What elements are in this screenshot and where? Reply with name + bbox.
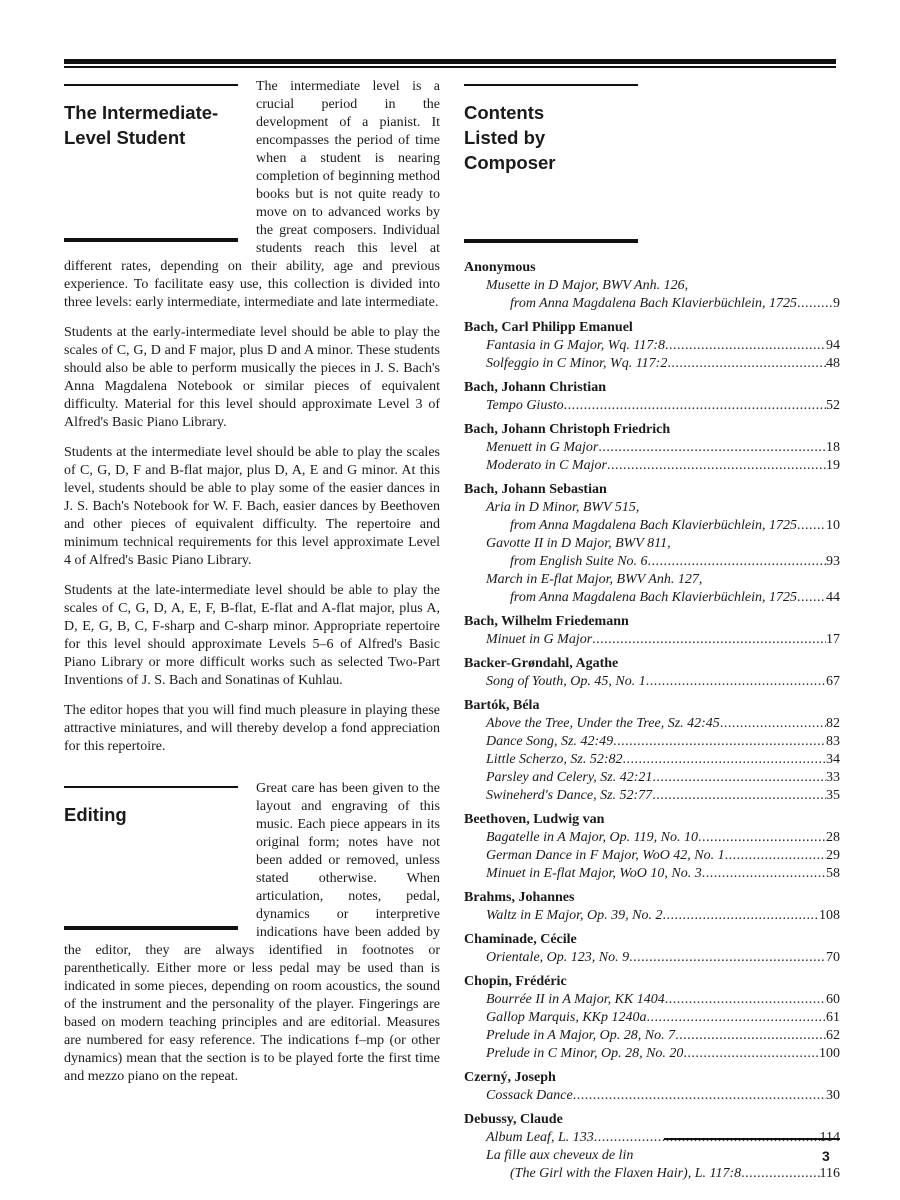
toc-entry <box>464 337 840 355</box>
composer-name: Anonymous <box>464 260 536 275</box>
toc-entry-title: Bourrée II in A Major, KK 1404 <box>486 992 665 1007</box>
composer-name: Chaminade, Cécile <box>464 932 577 947</box>
toc-entry-title: Little Scherzo, Sz. 52:82 <box>486 752 623 767</box>
composer-name: Backer-Grøndahl, Agathe <box>464 656 619 671</box>
toc-entry-title: from Anna Magdalena Bach Klavierbüchlein, 1725 <box>510 296 797 311</box>
toc-entry <box>464 499 840 517</box>
toc-entry-title: Parsley and Celery, Sz. 42:21 <box>486 770 653 785</box>
composer-name: Bach, Johann Christoph Friedrich <box>464 422 671 437</box>
toc-dot-leader <box>623 751 827 769</box>
composer-name: Bach, Wilhelm Friedemann <box>464 614 629 629</box>
toc-entry-title: Moderato in C Major <box>486 458 607 473</box>
toc-entry-title: Prelude in A Major, Op. 28, No. 7 <box>486 1028 676 1043</box>
toc-dot-leader <box>667 355 826 373</box>
toc-entry-title: Dance Song, Sz. 42:49 <box>486 734 614 749</box>
composer-name: Bach, Carl Philipp Emanuel <box>464 320 633 335</box>
toc-entry <box>464 535 840 553</box>
toc-entry <box>464 1027 840 1045</box>
toc-dot-leader <box>662 907 819 925</box>
composer-group <box>464 319 840 373</box>
toc-entry-title: Solfeggio in C Minor, Wq. 117:2 <box>486 356 668 371</box>
toc-entry-title: from Anna Magdalena Bach Klavierbüchlein, 1725 <box>510 518 797 533</box>
composer-group <box>464 655 840 691</box>
composer-group <box>464 811 840 883</box>
toc-entry <box>464 751 840 769</box>
composer-group <box>464 613 840 649</box>
toc-entry-title: Aria in D Minor, BWV 515, <box>486 500 640 515</box>
toc-entry <box>464 571 840 589</box>
toc-entry-title: Minuet in E-flat Major, WoO 10, No. 3 <box>486 866 702 881</box>
toc-dot-leader <box>741 1165 819 1183</box>
toc-page-number: 116 <box>819 1166 840 1181</box>
intermediate-paragraph-4: Students at the late-intermediate level should be able to play the scales of C, G, D, A, E, F, B-flat, E-flat and A-flat major, plus A, D, E, G, B, C, F-sharp and C-sharp minor. Appropriate repertoire for this level should approximate Levels 5–6 of Alfred's Basic Piano Library or more difficult works such as selected Two-Part Inventions of J. S. Bach and Sonatinas of Kuhlau. <box>64 583 440 688</box>
toc-dot-leader <box>675 1027 826 1045</box>
toc-page-number: 19 <box>826 458 840 473</box>
toc-page-number: 62 <box>826 1028 840 1043</box>
toc-dot-leader <box>607 457 826 475</box>
toc-entry-title: Bagatelle in A Major, Op. 119, No. 10 <box>486 830 698 845</box>
toc-entry <box>464 553 840 571</box>
composer-group <box>464 259 840 313</box>
intermediate-section-title: The Intermediate- Level Student <box>64 102 219 148</box>
composer-name: Beethoven, Ludwig van <box>464 812 605 827</box>
top-rule-thin <box>64 66 836 68</box>
toc-entry <box>464 733 840 751</box>
composer-group <box>464 889 840 925</box>
composer-name: Chopin, Frédéric <box>464 974 567 989</box>
toc-page-number: 93 <box>826 554 840 569</box>
composer-name: Brahms, Johannes <box>464 890 575 905</box>
toc-entry <box>464 1165 840 1183</box>
editing-section-title: Editing <box>64 804 127 825</box>
toc-page-number: 34 <box>826 752 840 767</box>
toc-entry <box>464 295 840 313</box>
contents-rule-bottom <box>464 239 638 243</box>
toc-dot-leader <box>629 949 826 967</box>
toc-dot-leader <box>646 673 826 691</box>
toc-entry <box>464 829 840 847</box>
toc-page-number: 100 <box>819 1046 840 1061</box>
toc-dot-leader <box>698 829 826 847</box>
toc-entry <box>464 517 840 535</box>
toc-entry <box>464 1087 840 1105</box>
toc-entry-title: Song of Youth, Op. 45, No. 1 <box>486 674 646 689</box>
editing-heading-block <box>64 780 246 930</box>
composer-group <box>464 697 840 805</box>
toc-entry-title: La fille aux cheveux de lin <box>486 1148 634 1163</box>
toc-entry <box>464 865 840 883</box>
toc-entry-title: Prelude in C Minor, Op. 28, No. 20 <box>486 1046 684 1061</box>
toc-entry-title: (The Girl with the Flaxen Hair), L. 117:8 <box>510 1166 742 1181</box>
toc-entry <box>464 1009 840 1027</box>
heading-rule-bottom <box>64 238 238 242</box>
toc-dot-leader <box>652 787 826 805</box>
contents-rule-top <box>464 84 638 86</box>
toc-page-number: 33 <box>826 770 840 785</box>
toc-page-number: 52 <box>826 398 840 413</box>
composer-name: Bach, Johann Christian <box>464 380 606 395</box>
toc-page-number: 67 <box>826 674 840 689</box>
toc-entry-title: German Dance in F Major, WoO 42, No. 1 <box>486 848 725 863</box>
toc-entry <box>464 355 840 373</box>
toc-dot-leader <box>592 631 826 649</box>
composer-name: Czerný, Joseph <box>464 1070 556 1085</box>
intermediate-paragraph-1: The intermediate level is a crucial period in the development of a pianist. It encompasses the period of time when a student is nearing completion of beginning method books but is not quite ready to move on to advanced works by the great composers. Individual students reach this level at different rates, depending on their ability, age and previous experience. To facilitate easy use, this collection is divided into three levels: early intermediate, intermediate and late intermediate. <box>64 79 440 310</box>
footer-rule <box>664 1138 840 1140</box>
toc-page-number: 18 <box>826 440 840 455</box>
toc-entry <box>464 949 840 967</box>
composer-group <box>464 931 840 967</box>
toc-entry-title: Above the Tree, Under the Tree, Sz. 42:45 <box>486 716 720 731</box>
toc-entry <box>464 769 840 787</box>
table-of-contents <box>464 259 840 1183</box>
toc-page-number: 29 <box>826 848 840 863</box>
toc-entry-title: Waltz in E Major, Op. 39, No. 2 <box>486 908 663 923</box>
toc-entry-title: Musette in D Major, BWV Anh. 126, <box>486 278 689 293</box>
heading-rule-top <box>64 786 238 788</box>
toc-entry-title: Menuett in G Major <box>486 440 599 455</box>
toc-entry <box>464 1045 840 1063</box>
toc-dot-leader <box>720 715 826 733</box>
toc-entry-title: from Anna Magdalena Bach Klavierbüchlein, 1725 <box>510 590 797 605</box>
toc-entry-title: Cossack Dance <box>486 1088 573 1103</box>
toc-entry <box>464 439 840 457</box>
toc-entry-title: Album Leaf, L. 133 <box>486 1130 594 1145</box>
toc-page-number: 58 <box>826 866 840 881</box>
toc-dot-leader <box>665 991 826 1009</box>
composer-group <box>464 1111 840 1183</box>
toc-page-number: 83 <box>826 734 840 749</box>
composer-group <box>464 379 840 415</box>
toc-entry-title: Gallop Marquis, KKp 1240a <box>486 1010 647 1025</box>
contents-title: Contents Listed by Composer <box>464 102 556 173</box>
toc-dot-leader <box>647 1009 827 1027</box>
toc-dot-leader <box>725 847 826 865</box>
toc-dot-leader <box>564 397 826 415</box>
toc-page-number: 94 <box>826 338 840 353</box>
toc-entry <box>464 673 840 691</box>
page-number: 3 <box>822 1148 830 1164</box>
toc-page-number: 10 <box>826 518 840 533</box>
toc-entry <box>464 907 840 925</box>
toc-dot-leader <box>797 589 826 607</box>
composer-name: Debussy, Claude <box>464 1112 563 1127</box>
toc-page-number: 82 <box>826 716 840 731</box>
toc-entry-title: Fantasia in G Major, Wq. 117:8 <box>486 338 666 353</box>
toc-entry <box>464 991 840 1009</box>
toc-entry <box>464 1147 840 1165</box>
toc-entry <box>464 847 840 865</box>
toc-entry <box>464 457 840 475</box>
toc-dot-leader <box>797 295 833 313</box>
toc-entry <box>464 589 840 607</box>
toc-entry-title: Swineherd's Dance, Sz. 52:77 <box>486 788 653 803</box>
toc-entry <box>464 715 840 733</box>
heading-rule-top <box>64 84 238 86</box>
toc-dot-leader <box>683 1045 819 1063</box>
toc-page-number: 70 <box>826 950 840 965</box>
toc-page-number: 9 <box>833 296 840 311</box>
toc-page-number: 108 <box>819 908 840 923</box>
toc-page-number: 30 <box>826 1088 840 1103</box>
toc-entry <box>464 397 840 415</box>
toc-dot-leader <box>573 1087 826 1105</box>
intermediate-paragraph-2: Students at the early-intermediate level should be able to play the scales of C, G, D and F major, plus D and A minor. These students should also be able to perform musically the pieces in J. S. Bach's Anna Magdalena Notebook or similar pieces of equivalent difficulty. Material for this level should approximate Level 3 of Alfred's Basic Piano Library. <box>64 325 440 430</box>
composer-group <box>464 1069 840 1105</box>
toc-page-number: 61 <box>826 1010 840 1025</box>
toc-dot-leader <box>665 337 826 355</box>
heading-rule-bottom <box>64 926 238 930</box>
left-column <box>64 78 440 1086</box>
toc-dot-leader <box>648 553 826 571</box>
composer-name: Bartók, Béla <box>464 698 540 713</box>
toc-entry-title: Orientale, Op. 123, No. 9 <box>486 950 630 965</box>
toc-dot-leader <box>598 439 826 457</box>
toc-entry-title: Tempo Giusto <box>486 398 564 413</box>
composer-name: Bach, Johann Sebastian <box>464 482 607 497</box>
toc-entry-title: Minuet in G Major <box>486 632 593 647</box>
toc-dot-leader <box>702 865 826 883</box>
toc-dot-leader <box>797 517 826 535</box>
top-rule-thick <box>64 59 836 64</box>
intermediate-paragraph-3: Students at the intermediate level should be able to play the scales of C, G, D, F and B-flat major, plus D, A, E and G minor. At this level, students should be able to play some of the easier dances in J. S. Bach's Notebook for W. F. Bach, easier dances by Beethoven and other pieces of equivalent difficulty. The repertoire and minimum technical requirements for this level approximate Level 4 of Alfred's Basic Piano Library. <box>64 445 440 568</box>
right-column <box>464 78 840 1183</box>
editing-paragraph: Great care has been given to the layout and engraving of this music. Each piece appears in its original form; notes have not been added or removed, unless stated otherwise. When articulation, notes, pedal, dynamics or interpretive indications have been added by the editor, they are always identified in footnotes or parenthetically. Either more or less pedal may be used than is indicated in some pieces, depending on room acoustics, the sound of the instrument and the personality of the player. Fingerings are based on modern teaching principles and are editorial. Measures are numbered for easy reference. The indications f–mp (or other dynamics) mean that the section is to be played forte the first time and mezzo piano on the repeat. <box>64 781 440 1084</box>
composer-group <box>464 481 840 607</box>
composer-group <box>464 421 840 475</box>
toc-page-number: 17 <box>826 632 840 647</box>
composer-group <box>464 973 840 1063</box>
toc-dot-leader <box>652 769 826 787</box>
toc-entry <box>464 787 840 805</box>
editing-section <box>64 780 440 1086</box>
toc-page-number: 35 <box>826 788 840 803</box>
toc-dot-leader <box>613 733 826 751</box>
intermediate-section <box>64 78 440 756</box>
toc-page-number: 28 <box>826 830 840 845</box>
toc-entry-title: from English Suite No. 6 <box>510 554 648 569</box>
toc-page-number: 48 <box>826 356 840 371</box>
intermediate-paragraph-5: The editor hopes that you will find much pleasure in playing these attractive miniatures, and will thereby develop a fond appreciation for this repertoire. <box>64 703 440 754</box>
toc-entry-title: March in E-flat Major, BWV Anh. 127, <box>486 572 703 587</box>
toc-entry-title: Gavotte II in D Major, BWV 811, <box>486 536 671 551</box>
intermediate-heading-block <box>64 78 246 244</box>
toc-entry <box>464 631 840 649</box>
toc-entry <box>464 277 840 295</box>
toc-page-number: 44 <box>826 590 840 605</box>
toc-page-number: 60 <box>826 992 840 1007</box>
